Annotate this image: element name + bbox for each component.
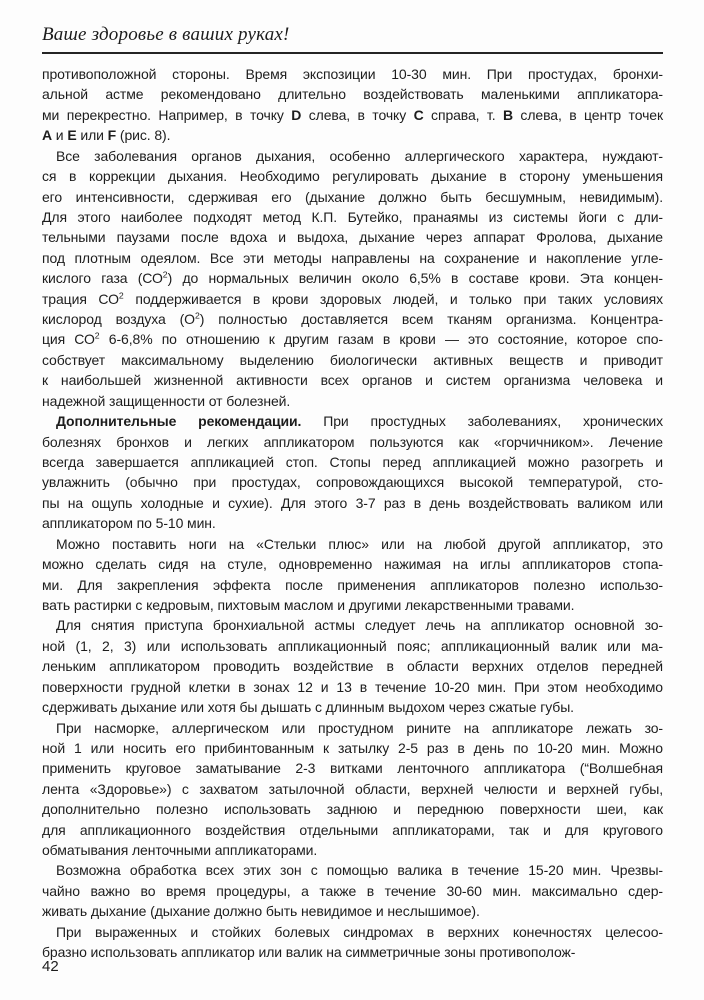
text-line: применить круговое заматывание 2-3 витками ленточного аппликатора (“Волшебная <box>42 760 663 777</box>
text-line: пы на ощупь холодные и сухие). Для этого 3-7 раз в день воздействовать валиком или <box>42 494 663 511</box>
paragraph <box>42 718 663 861</box>
paragraph <box>42 615 663 717</box>
text-line: ми перекрестно. Например, в точку D слева, в точку C справа, т. B слева, в центр точек <box>42 106 663 123</box>
text-line: ной 1 или носить его прибинтованным к затылку 2-5 раз в день по 10-20 мин. Можно <box>42 739 663 756</box>
text-line: вать растирки с кедровым, пихтовым маслом и другими лекарственными травами. <box>42 596 575 613</box>
text-line: собствует максимальному выделению биологически активных веществ и приводит <box>42 351 663 368</box>
text-line: кислород воздуха $(О^2)$ полностью доставляется всем тканям организма. Концентра- <box>42 310 664 328</box>
text-line: При насморке, аллергическом или простудном рините на аппликаторе лежать зо- <box>56 719 663 736</box>
text-line: поверхности грудной клетки в зонах 12 и 13 в течение 10-20 мин. При этом необходимо <box>42 678 663 695</box>
text-line: для аппликационного воздействия отдельными аппликаторами, так и для кругового <box>42 821 663 838</box>
text-line: его интенсивности, сдерживая его (дыхание должно быть бесшумным, невидимым). <box>42 188 663 205</box>
text-line: альной астме рекомендовано длительно воздействовать маленькими аппликатора- <box>42 86 663 103</box>
page-number: 42 <box>42 958 59 975</box>
text-line: дополнительно полезно использовать заднюю и переднюю поверхности шеи, как <box>42 801 663 818</box>
text-line: A и E или F (рис. 8). <box>42 127 171 144</box>
text-line: леньким аппликатором проводить воздействие в области верхних отделов передней <box>42 658 663 675</box>
text-line: всегда завершается аппликацией стоп. Стопы перед аппликацией можно разогреть и <box>42 454 663 471</box>
text-line: бразно использовать аппликатор или валик на симметричные зоны противополож- <box>42 944 576 961</box>
paragraph <box>42 146 663 411</box>
text-line: ция $СО^2$ 6-6,8% по отношению к другим газам в крови — это состояние, которое спо- <box>42 330 663 348</box>
text-line: Возможна обработка всех этих зон с помощью валика в течение 15-20 мин. Чрезвы- <box>56 862 663 879</box>
text-line: Для этого наиболее подходят метод К.П. Бутейко, пранаямы из системы йоги с дли- <box>42 208 663 225</box>
text-line: к наибольшей жизненной активности всех органов и систем организма человека и <box>42 372 663 389</box>
paragraph <box>42 534 663 616</box>
paragraph <box>42 411 663 534</box>
paragraph <box>42 922 663 963</box>
text-line: лента «Здоровье») с захватом затылочной области, верхней челюсти и верхней губы, <box>42 780 663 797</box>
text-line: Можно поставить ноги на «Стельки плюс» или на любой другой аппликатор, это <box>56 535 663 552</box>
text-line: трация $СО^2$ поддерживается в крови здоровых людей, и только при таких условиях <box>42 289 664 307</box>
text-line: При выраженных и стойких болевых синдромах в верхних конечностях целесоо- <box>56 923 663 940</box>
text-line: Для снятия приступа бронхиальной астмы следует лечь на аппликатор основной зо- <box>56 617 663 634</box>
text-line: чайно важно во время процедуры, а также в течение 30-60 мин. максимально сдер- <box>42 882 663 899</box>
header-rule <box>42 52 663 54</box>
text-line: болезнях бронхов и легких аппликатором пользуются как «горчичником». Лечение <box>42 433 663 450</box>
text-line: кислого газа $(СО^2)$ до нормальных величин около 6,5% в составе крови. Эта концен- <box>42 269 663 287</box>
text-line: тельными паузами после вдоха и выдоха, дыхание через аппарат Фролова, дыхание <box>42 229 663 246</box>
text-line: под плотным одеялом. Все эти методы направлены на сохранение и накопление угле- <box>42 249 663 266</box>
page-header-title: Ваше здоровье в ваших руках! <box>42 24 290 45</box>
paragraph <box>42 860 663 921</box>
text-line: противоположной стороны. Время экспозиции 10-30 мин. При простудах, бронхи- <box>42 66 663 82</box>
text-line: можно сделать сидя на стуле, одновременно нажимая на иглы аппликаторов стопа- <box>42 556 663 573</box>
text-line: увлажнить (обычно при простудах, сопровождающихся высокой температурой, сто- <box>42 474 663 491</box>
page-body <box>42 64 663 963</box>
text-line: Все заболевания органов дыхания, особенно аллергического характера, нуждают- <box>56 147 663 164</box>
text-line: ной (1, 2, 3) или использовать аппликационный пояс; аппликационный валик или ма- <box>42 637 663 654</box>
text-line: аппликатором по 5-10 мин. <box>42 515 216 532</box>
text-line: обматывания ленточными аппликаторами. <box>42 842 318 859</box>
text-line: сдерживать дыхание или хотя бы дышать с длинным выдохом через сжатые губы. <box>42 699 574 716</box>
text-line: Дополнительные рекомендации. При простудных заболеваниях, хронических <box>56 413 663 430</box>
text-line: ми. Для закрепления эффекта после применения аппликаторов полезно использо- <box>42 576 663 593</box>
text-line: живать дыхание (дыхание должно быть невидимое и неслышимое). <box>42 903 480 920</box>
text-line: ся в коррекции дыхания. Необходимо регулировать дыхание в сторону уменьшения <box>42 168 663 185</box>
text-line: надежной защищенности от болезней. <box>42 392 291 409</box>
paragraph <box>42 64 663 146</box>
